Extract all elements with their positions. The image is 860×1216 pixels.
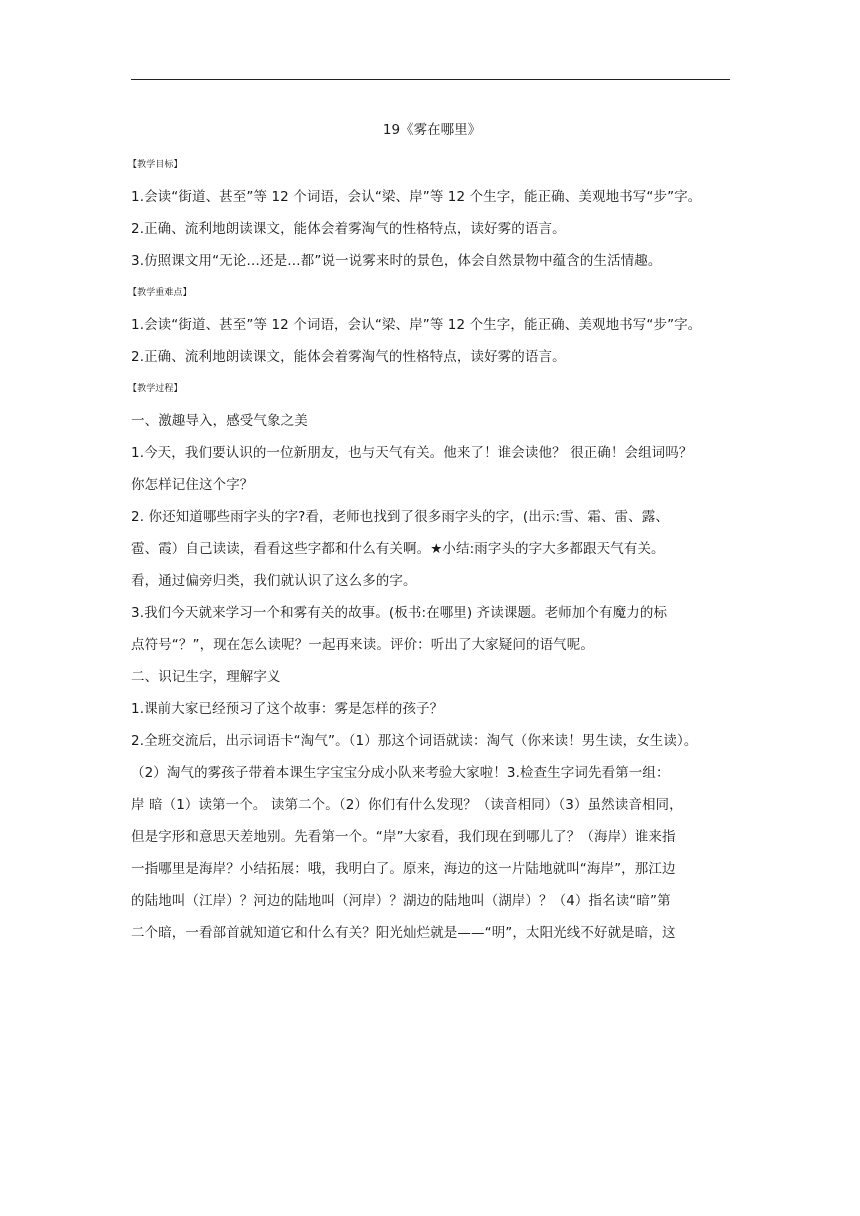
header-rule	[131, 79, 730, 80]
section-heading-goals: 【教学目标】	[128, 160, 183, 170]
key-point-line-2: 2.正确、流利地朗读课文，能体会着雾淘气的性格特点，读好雾的语言。	[131, 349, 566, 365]
key-point-line-1: 1.会读“街道、甚至”等 12 个词语，会认“梁、岸”等 12 个生字，能正确、美观地书写“步”字。	[131, 317, 702, 333]
goal-line-2: 2.正确、流利地朗读课文，能体会着雾淘气的性格特点，读好雾的语言。	[131, 221, 566, 237]
lesson-title: 19《雾在哪里》	[382, 122, 482, 138]
process-line: 岸 暗（1）读第一个。 读第二个。（2）你们有什么发现？（读音相同）（3）虽然读音相同，	[131, 797, 683, 813]
process-line: 雹、霞）自己读读，看看这些字都和什么有关啊。★小结:雨字头的字大多都跟天气有关。	[131, 541, 665, 557]
part-2-title: 二、识记生字，理解字义	[131, 669, 281, 685]
process-line: 看，通过偏旁归类，我们就认识了这么多的字。	[131, 573, 417, 589]
process-line: 一指哪里是海岸？小结拓展：哦，我明白了。原来，海边的这一片陆地就叫“海岸”，那江边	[131, 861, 676, 877]
process-line: 2.全班交流后，出示词语卡“淘气”。（1）那这个词语就读：淘气（你来读！男生读，女生读）。	[131, 733, 698, 749]
process-line: 你怎样记住这个字？	[131, 477, 254, 493]
process-line: 1.今天，我们要认识的一位新朋友，也与天气有关。他来了！谁会读他？ 很正确！会组词吗？	[131, 445, 693, 461]
process-line: 1.课前大家已经预习了这个故事：雾是怎样的孩子？	[131, 701, 444, 717]
goal-line-3: 3.仿照课文用“无论…还是…都”说一说雾来时的景色，体会自然景物中蕴含的生活情趣。	[131, 253, 662, 269]
section-heading-key-points: 【教学重难点】	[128, 288, 192, 298]
process-line: 二个暗，一看部首就知道它和什么有关？阳光灿烂就是——“明”，太阳光线不好就是暗，这	[131, 925, 676, 941]
section-heading-process: 【教学过程】	[128, 384, 183, 394]
process-line: 但是字形和意思天差地别。先看第一个。“岸”大家看，我们现在到哪儿了？（海岸）谁来指	[131, 829, 676, 845]
goal-line-1: 1.会读“街道、甚至”等 12 个词语，会认“梁、岸”等 12 个生字，能正确、美观地书写“步”字。	[131, 189, 702, 205]
process-line: （2）淘气的雾孩子带着本课生字宝宝分成小队来考验大家啦！3.检查生字词先看第一组：	[131, 765, 670, 781]
process-line: 的陆地叫（江岸）？河边的陆地叫（河岸）？湖边的陆地叫（湖岸）？（4）指名读“暗”第	[131, 893, 671, 909]
part-1-title: 一、激趣导入，感受气象之美	[131, 413, 308, 429]
document-body	[128, 118, 733, 949]
process-line: 点符号“？”，现在怎么读呢？一起再来读。评价：听出了大家疑问的语气呢。	[131, 637, 594, 653]
process-line: 2. 你还知道哪些雨字头的字?看，老师也找到了很多雨字头的字，(出示:雪、霜、雷、露、	[131, 509, 669, 525]
process-line: 3.我们今天就来学习一个和雾有关的故事。(板书:在哪里) 齐读课题。老师加个有魔力的标	[131, 605, 668, 621]
